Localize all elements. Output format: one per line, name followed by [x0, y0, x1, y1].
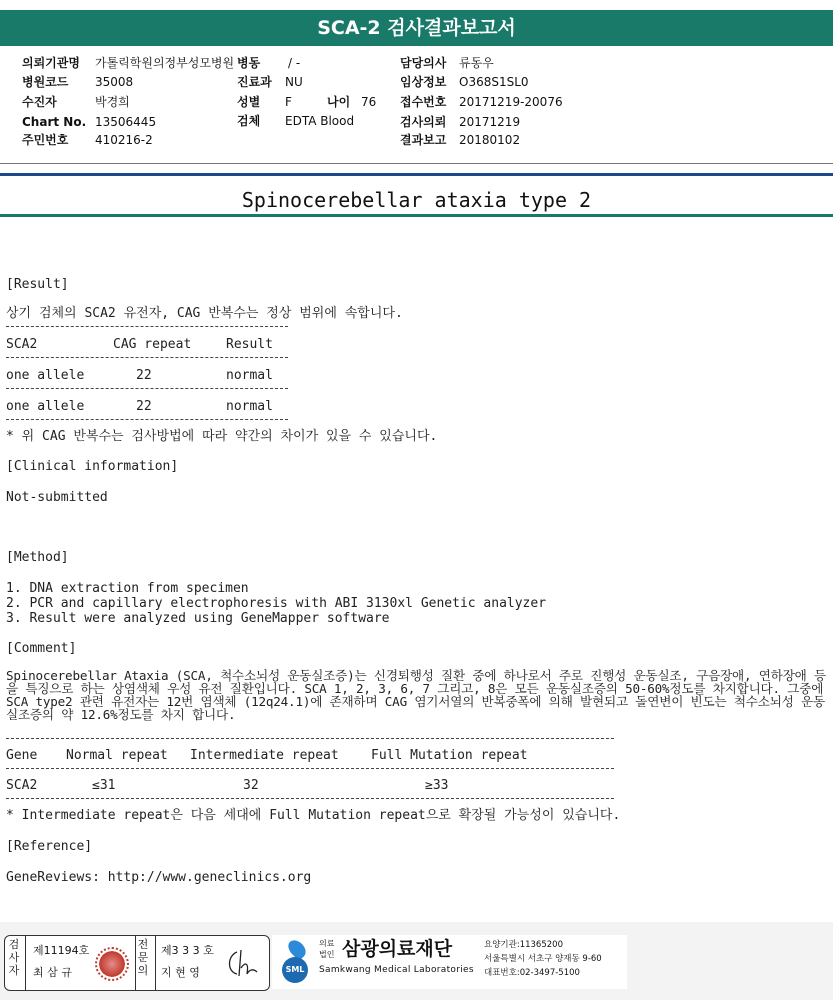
confirm-label: 전문의 [137, 938, 149, 977]
seal-icon [95, 947, 129, 981]
request-label: 검사의뢰 [400, 115, 447, 129]
chart-label: Chart No. [22, 115, 87, 129]
result-row-allele: one allele [6, 399, 85, 414]
institution-address: 서울특별시 서초구 양재동 9-60 [484, 954, 602, 964]
ward-label: 병동 [237, 56, 261, 70]
signature-box [4, 935, 270, 991]
id-label: 주민번호 [22, 133, 69, 147]
confirm-number: 제3 3 3 호 [161, 944, 214, 957]
age-value: 76 [361, 95, 377, 109]
logo-small-top: 의료 [319, 939, 335, 948]
ward-value: / - [288, 56, 301, 70]
signature-icon [223, 946, 261, 980]
id-value: 410216-2 [95, 133, 153, 147]
doctor-value: 류동우 [459, 56, 494, 70]
dept-value: NU [285, 75, 303, 89]
report-title: Spinocerebellar ataxia type 2 [241, 188, 592, 212]
report-header-title: SCA-2 검사결과보고서 [0, 10, 833, 46]
comment-col-gene: Gene [6, 748, 38, 763]
institution-number: 요양기관:11365200 [484, 940, 563, 950]
comment-row-gene: SCA2 [6, 778, 38, 793]
comment-text: Spinocerebellar Ataxia (SCA, 척수소뇌성 운동실조증)는 신경퇴행성 질환 중에 하나로서 주로 진행성 운동실조, 구음장애, 연하장애 등을 특징으로 하는 상염색체 우성 유전 질환입니다. SCA 1, 2, 3, 6, 7 그리고, 8은 모든 운동실조증의 50-60%정도를 차지합니다. 그중에 SCA type2 관련 유전자는 12번 염색체 (12q24.1)에 존재하며 CAG 염기서열의 반복중폭에 의해 발현되고 돌연변이 빈도는 척수소뇌성 운동실조증의 약 12.6%정도를 차지 합니다. [6, 668, 826, 722]
result-col-result: Result [226, 337, 273, 352]
tester-name: 최 삼 규 [33, 966, 72, 979]
sex-value: F [285, 95, 292, 109]
confirm-name: 지 현 영 [161, 966, 200, 979]
dept-label: 진료과 [237, 75, 272, 89]
patient-value: 박경희 [95, 95, 130, 109]
logo-small-bottom: 법인 [319, 950, 335, 959]
specimen-label: 검체 [237, 114, 261, 128]
comment-heading: [Comment] [6, 641, 77, 656]
comment-col-normal: Normal repeat [66, 748, 168, 763]
age-label: 나이 [327, 95, 351, 109]
clinical-heading: [Clinical information] [6, 459, 179, 474]
clinical-label: 임상정보 [400, 75, 447, 89]
patient-label: 수진자 [22, 95, 57, 109]
reference-heading: [Reference] [6, 839, 93, 854]
clinical-value: O368S1SL0 [459, 75, 529, 89]
tester-label: 검사자 [8, 938, 20, 977]
sex-label: 성별 [237, 95, 261, 109]
method-step: 3. Result were analyzed using GeneMapper software [6, 611, 390, 626]
receipt-value: 20171219-20076 [459, 95, 563, 109]
divider [135, 936, 136, 990]
table-rule [6, 798, 614, 799]
table-rule [6, 357, 288, 358]
doctor-label: 담당의사 [400, 56, 447, 70]
result-heading: [Result] [6, 277, 69, 292]
chart-value: 13506445 [95, 115, 157, 129]
report-date-label: 결과보고 [400, 133, 447, 147]
receipt-label: 접수번호 [400, 95, 447, 109]
report-date-value: 20180102 [459, 133, 521, 147]
institution-logo [272, 935, 627, 989]
table-rule [6, 768, 614, 769]
comment-row-normal: ≤31 [92, 778, 116, 793]
divider [155, 936, 156, 990]
method-heading: [Method] [6, 550, 69, 565]
reference-text: GeneReviews: http://www.geneclinics.org [6, 870, 312, 885]
org-english: Samkwang Medical Laboratories [319, 965, 474, 975]
result-col-cag: CAG repeat [113, 337, 192, 352]
divider [25, 936, 26, 990]
clinical-text: Not-submitted [6, 490, 108, 505]
code-label: 병원코드 [22, 75, 69, 89]
result-summary: 상기 검체의 SCA2 유전자, CAG 반복수는 정상 범위에 속합니다. [6, 306, 403, 321]
specimen-value: EDTA Blood [285, 114, 355, 128]
method-step: 2. PCR and capillary electrophoresis with ABI 3130xl Genetic analyzer [6, 596, 547, 611]
table-rule [6, 419, 288, 420]
title-underline [0, 214, 833, 217]
result-row-allele: one allele [6, 368, 85, 383]
code-value: 35008 [95, 75, 134, 89]
hospital-value: 가톨릭학원의정부성모병원 [95, 56, 235, 70]
comment-note: * Intermediate repeat은 다음 세대에 Full Mutation repeat으로 확장될 가능성이 있습니다. [6, 808, 621, 823]
hospital-label: 의뢰기관명 [22, 56, 80, 70]
comment-col-intermediate: Intermediate repeat [190, 748, 339, 763]
table-rule [6, 738, 614, 739]
comment-row-intermediate: 32 [243, 778, 259, 793]
request-value: 20171219 [459, 115, 521, 129]
divider-blue [0, 173, 833, 176]
divider [0, 163, 833, 164]
table-rule [6, 388, 288, 389]
comment-row-full: ≥33 [425, 778, 449, 793]
org-name: 삼광의료재단 [342, 938, 453, 960]
result-note: * 위 CAG 반복수는 검사방법에 따라 약간의 차이가 있을 수 있습니다. [6, 429, 438, 444]
result-row-repeat: 22 [136, 399, 152, 414]
result-col-sca2: SCA2 [6, 337, 38, 352]
institution-phone: 대표번호:02-3497-5100 [484, 968, 580, 978]
method-step: 1. DNA extraction from specimen [6, 581, 249, 596]
result-row-status: normal [226, 368, 273, 383]
comment-col-full: Full Mutation repeat [371, 748, 528, 763]
result-row-status: normal [226, 399, 273, 414]
result-row-repeat: 22 [136, 368, 152, 383]
table-rule [6, 326, 288, 327]
logo-badge: SML [282, 957, 308, 983]
tester-number: 제11194호 [33, 944, 90, 957]
